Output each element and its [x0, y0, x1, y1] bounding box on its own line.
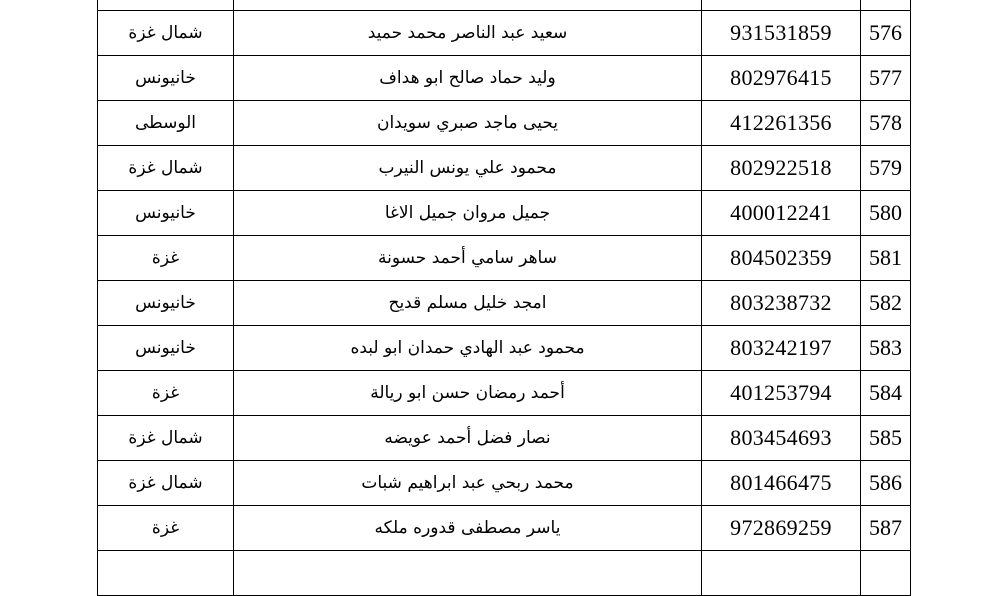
- id-number-cell: [702, 0, 861, 11]
- name-cell: يحيى ماجد صبري سويدان: [234, 101, 702, 146]
- name-cell: جميل مروان جميل الاغا: [234, 191, 702, 236]
- row-number-cell: 585: [861, 416, 911, 461]
- name-cell: ساهر سامي أحمد حسونة: [234, 236, 702, 281]
- name-cell: [234, 551, 702, 596]
- region-cell: خانيونس: [98, 326, 234, 371]
- name-cell: وليد حماد صالح ابو هداف: [234, 56, 702, 101]
- name-cell: امجد خليل مسلم قديح: [234, 281, 702, 326]
- region-cell: الوسطى: [98, 101, 234, 146]
- region-cell: خانيونس: [98, 191, 234, 236]
- id-number-cell: 931531859: [702, 11, 861, 56]
- row-number-cell: 576: [861, 11, 911, 56]
- region-cell: خانيونس: [98, 56, 234, 101]
- id-number-cell: 802922518: [702, 146, 861, 191]
- table-row: [98, 551, 911, 596]
- table-row: [98, 11, 911, 56]
- name-cell: محمود علي يونس النيرب: [234, 146, 702, 191]
- region-cell: شمال غزة: [98, 146, 234, 191]
- region-cell: غزة: [98, 371, 234, 416]
- name-cell: محمود عبد الهادي حمدان ابو لبده: [234, 326, 702, 371]
- document-page: [97, 0, 1000, 550]
- table-row: [98, 461, 911, 506]
- region-cell: شمال غزة: [98, 416, 234, 461]
- row-number-cell: 577: [861, 56, 911, 101]
- table-row: [98, 371, 911, 416]
- name-cell: سعيد عبد الناصر محمد حميد: [234, 11, 702, 56]
- id-number-cell: [702, 551, 861, 596]
- id-number-cell: 400012241: [702, 191, 861, 236]
- id-number-cell: 803238732: [702, 281, 861, 326]
- table-row: [98, 56, 911, 101]
- name-cell: ياسر مصطفى قدوره ملكه: [234, 506, 702, 551]
- region-cell: خانيونس: [98, 281, 234, 326]
- table-row: [98, 146, 911, 191]
- row-number-cell: 582: [861, 281, 911, 326]
- table-row: [98, 416, 911, 461]
- table-row: [98, 191, 911, 236]
- row-number-cell: 581: [861, 236, 911, 281]
- name-cell: أحمد رمضان حسن ابو ريالة: [234, 371, 702, 416]
- region-cell: شمال غزة: [98, 461, 234, 506]
- id-number-cell: 401253794: [702, 371, 861, 416]
- row-number-cell: [861, 551, 911, 596]
- table-row: [98, 326, 911, 371]
- region-cell: غزة: [98, 236, 234, 281]
- names-table: [97, 0, 911, 596]
- region-cell: شمال غزة: [98, 11, 234, 56]
- name-cell: نصار فضل أحمد عويضه: [234, 416, 702, 461]
- row-number-cell: 586: [861, 461, 911, 506]
- row-number-cell: 579: [861, 146, 911, 191]
- id-number-cell: 801466475: [702, 461, 861, 506]
- name-cell: [234, 0, 702, 11]
- id-number-cell: 972869259: [702, 506, 861, 551]
- row-number-cell: 580: [861, 191, 911, 236]
- table-row: [98, 506, 911, 551]
- table-row: [98, 281, 911, 326]
- row-number-cell: 584: [861, 371, 911, 416]
- row-number-cell: [861, 0, 911, 11]
- table-row: [98, 0, 911, 11]
- id-number-cell: 803454693: [702, 416, 861, 461]
- table-row: [98, 101, 911, 146]
- id-number-cell: 412261356: [702, 101, 861, 146]
- region-cell: [98, 551, 234, 596]
- row-number-cell: 578: [861, 101, 911, 146]
- id-number-cell: 802976415: [702, 56, 861, 101]
- row-number-cell: 587: [861, 506, 911, 551]
- id-number-cell: 803242197: [702, 326, 861, 371]
- region-cell: [98, 0, 234, 11]
- row-number-cell: 583: [861, 326, 911, 371]
- name-cell: محمد ربحي عبد ابراهيم شبات: [234, 461, 702, 506]
- region-cell: غزة: [98, 506, 234, 551]
- id-number-cell: 804502359: [702, 236, 861, 281]
- table-row: [98, 236, 911, 281]
- table-body: [98, 0, 911, 596]
